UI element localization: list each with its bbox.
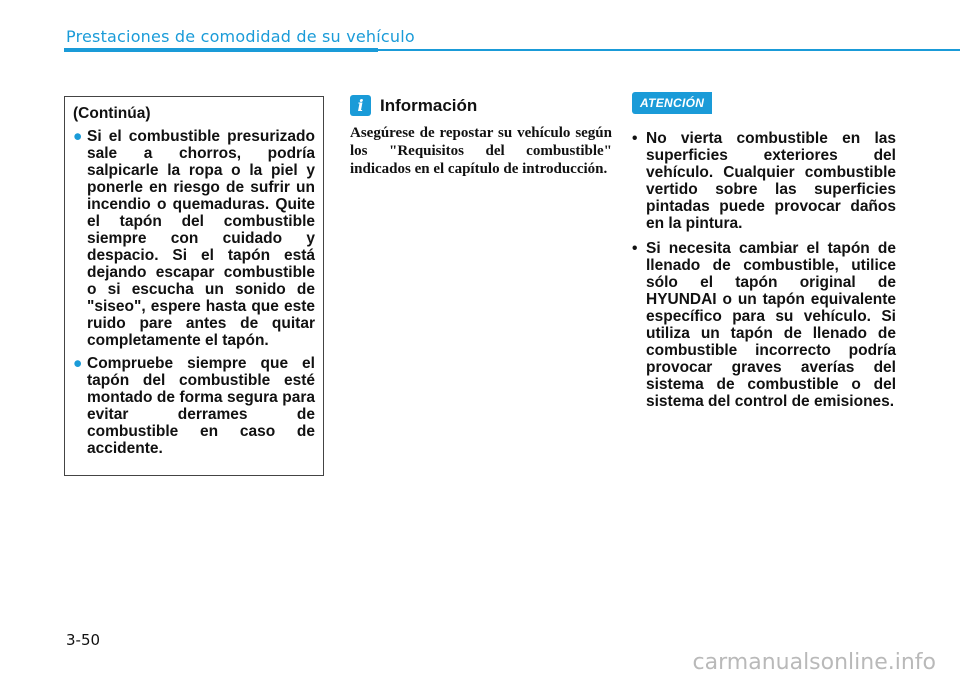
bullet-dot-icon: ● <box>73 128 83 145</box>
caution-bullet-text: Si necesita cambiar el tapón de llenado de combustible, utilice sólo el tapón original de HYUNDAI o un tapón equivalente específico para su vehículo. Si utiliza un tapón de llenado de combustible incorrecto podría provocar graves averías del sistema de combustible o del sistema del control de emisiones. <box>646 240 896 410</box>
bullet-dot-icon: ● <box>73 355 83 372</box>
caution-bullet-text: No vierta combustible en las superficies exteriores del vehículo. Cualquier combustible vertido sobre las superficies pintadas puede provocar daños en la pintura. <box>646 130 896 232</box>
header-title: Prestaciones de comodidad de su vehículo <box>66 27 415 46</box>
warning-bullet-text: Compruebe siempre que el tapón del combustible esté montado de forma segura para evitar derrames de combustible en caso de accidente. <box>87 355 315 457</box>
list-item <box>73 128 315 349</box>
warning-box <box>64 96 324 476</box>
info-text: Asegúrese de repostar su vehículo según los "Requisitos del combustible" indicados en el capítulo de introducción. <box>350 125 612 177</box>
bullet-dot-icon: • <box>632 240 638 257</box>
info-title: Información <box>380 95 478 115</box>
warning-heading: (Continúa) <box>73 105 151 122</box>
header-rule-thick <box>64 48 378 52</box>
list-item <box>632 130 896 232</box>
watermark: carmanualsonline.info <box>692 650 936 675</box>
caution-list <box>632 130 896 410</box>
info-icon: i <box>350 95 371 116</box>
info-title-row <box>350 95 612 116</box>
warning-list <box>73 128 315 457</box>
header-rule-thin <box>378 49 960 51</box>
info-block <box>350 95 612 178</box>
list-item <box>632 240 896 410</box>
warning-bullet-text: Si el combustible presurizado sale a chorros, podría salpicarle la ropa o la piel y ponerle en riesgo de sufrir un incendio o quemaduras. Quite el tapón del combustible siempre con cuidado y despacio. Si el tapón está dejando escapar combustible o si escucha un sonido de "siseo", espere hasta que este ruido pare antes de quitar completamente el tapón. <box>87 128 315 349</box>
list-item <box>73 355 315 457</box>
caution-block <box>632 92 896 418</box>
caution-badge: ATENCIÓN <box>632 92 712 114</box>
page-number: 3-50 <box>66 631 101 649</box>
bullet-dot-icon: • <box>632 130 638 147</box>
